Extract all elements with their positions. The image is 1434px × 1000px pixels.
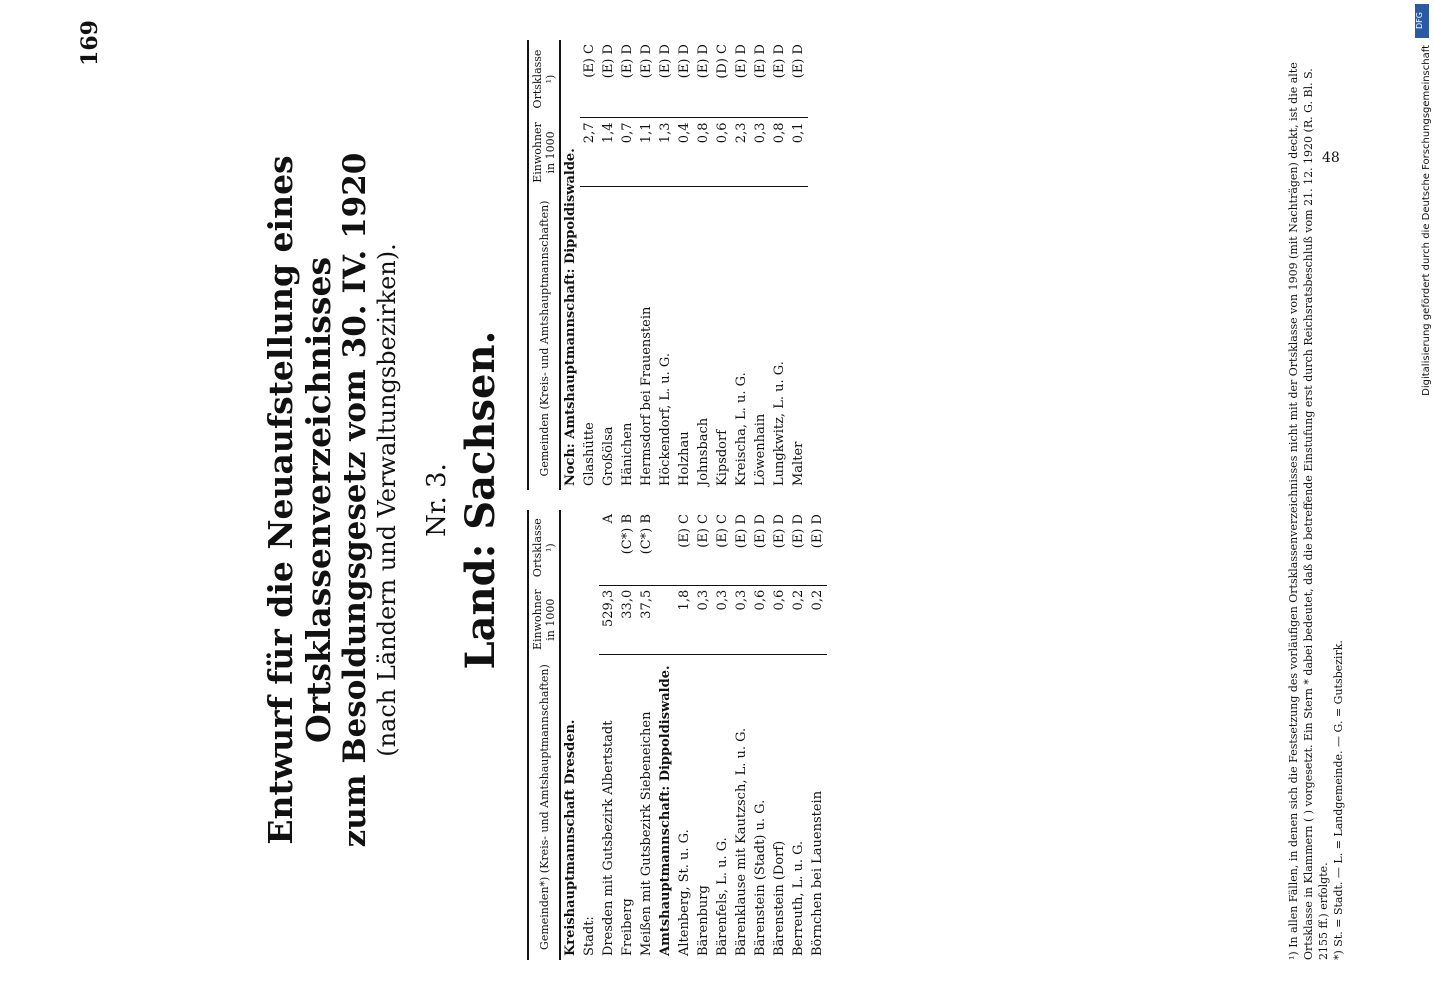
table-row <box>713 510 732 960</box>
row-einwohner: 0,3 <box>732 585 751 654</box>
table-row <box>637 40 656 490</box>
row-name: Bärenstein (Dorf) <box>772 840 787 956</box>
page-title <box>262 120 401 880</box>
table-row <box>751 510 770 960</box>
table-row <box>637 510 656 960</box>
row-name: Hänichen <box>620 422 635 486</box>
table-row <box>580 40 599 490</box>
row-einwohner: 0,6 <box>751 585 770 654</box>
row-einwohner: 37,5 <box>637 585 656 654</box>
row-einwohner: 0,3 <box>713 585 732 654</box>
group-heading: Kreishauptmannschaft Dresden. <box>563 719 578 956</box>
table-row <box>751 40 770 490</box>
row-ortsklasse: (C*) B <box>637 510 656 585</box>
row-ortsklasse: (E) C <box>713 510 732 585</box>
row-einwohner <box>656 585 675 654</box>
row-ortsklasse: (E) D <box>732 40 751 118</box>
row-einwohner: 0,2 <box>789 585 808 654</box>
row-einwohner: 33,0 <box>618 585 637 654</box>
table-row <box>656 510 675 960</box>
row-name: Freiberg <box>620 898 635 956</box>
page-number: 169 <box>77 20 103 66</box>
footnote-1: ¹) In allen Fällen, in denen sich die Festsetzung des vorläufigen Ortsklassenverzeichnisses nicht mit der Ortsklasse von 1909 (mit Nachträgen) deckt, ist die alte Ortsklasse in Klammern ( ) vorgesetzt. Ein Stern * dabei bedeutet, daß die betreffende Einstufung erst durch Reichsratsbeschluß vom 21. 12. 1920 (R. G. Bl. S. 2155 ff.) erfolgte. <box>1287 62 1330 960</box>
row-name: Dresden mit Gutsbezirk Albertstadt <box>601 720 616 956</box>
table-row <box>732 40 751 490</box>
row-ortsklasse: (E) D <box>694 40 713 118</box>
row-einwohner: 0,1 <box>789 118 808 187</box>
col-einwohner: Einwohner in 1000 <box>528 118 560 187</box>
table-row <box>713 40 732 490</box>
row-name: Glashütte <box>582 422 597 486</box>
col-gemeinden: Gemeinden (Kreis- und Amtshauptmannschaften) <box>528 187 560 490</box>
row-einwohner: 1,8 <box>675 585 694 654</box>
row-ortsklasse: (E) D <box>675 40 694 118</box>
table-row <box>599 510 618 960</box>
row-einwohner: 0,2 <box>808 585 827 654</box>
row-name: Altenberg, St. u. G. <box>677 829 692 956</box>
row-einwohner: 1,1 <box>637 118 656 187</box>
row-ortsklasse: (E) D <box>656 40 675 118</box>
row-ortsklasse: (E) D <box>637 40 656 118</box>
table-row <box>694 510 713 960</box>
row-ortsklasse: (E) D <box>599 40 618 118</box>
table-row <box>732 510 751 960</box>
sub-heading: Stadt: <box>582 916 597 956</box>
table-row <box>694 40 713 490</box>
row-ortsklasse: (C*) B <box>618 510 637 585</box>
row-einwohner: 1,4 <box>599 118 618 187</box>
row-einwohner: 0,8 <box>770 118 789 187</box>
col-einwohner: Einwohner in 1000 <box>528 585 560 654</box>
row-name: Bärenfels, L. u. G. <box>715 837 730 956</box>
row-ortsklasse: (E) D <box>618 40 637 118</box>
row-name: Johnsbach <box>696 417 711 486</box>
footnotes <box>1287 40 1346 960</box>
row-name: Malter <box>791 441 806 486</box>
col-gemeinden: Gemeinden*) (Kreis- und Amtshauptmannschaften) <box>528 654 560 960</box>
row-ortsklasse: (E) D <box>732 510 751 585</box>
title-line-2: zum Besoldungsgesetz vom 30. IV. 1920 <box>336 152 373 848</box>
row-einwohner: 1,3 <box>656 118 675 187</box>
row-name: Kipsdorf <box>715 429 730 486</box>
row-name: Meißen mit Gutsbezirk Siebeneichen <box>639 711 654 956</box>
row-name: Großölsa <box>601 426 616 486</box>
row-ortsklasse: (E) D <box>751 40 770 118</box>
row-name: Hermsdorf bei Frauenstein <box>639 306 654 486</box>
row-einwohner: 529,3 <box>599 585 618 654</box>
row-einwohner: 2,3 <box>732 118 751 187</box>
row-ortsklasse: (E) D <box>808 510 827 585</box>
row-ortsklasse: (E) D <box>770 510 789 585</box>
row-ortsklasse: (E) D <box>770 40 789 118</box>
table-row <box>599 40 618 490</box>
row-name: Bärenstein (Stadt) u. G. <box>753 799 768 956</box>
table-row <box>789 510 808 960</box>
col-ortsklasse: Ortsklasse ¹) <box>528 510 560 585</box>
row-name: Holzhau <box>677 431 692 486</box>
row-ortsklasse: (E) C <box>694 510 713 585</box>
row-ortsklasse: (D) C <box>713 40 732 118</box>
rotated-page-content <box>27 0 1407 1000</box>
row-ortsklasse: (E) D <box>789 40 808 118</box>
row-ortsklasse: (E) D <box>751 510 770 585</box>
table-left <box>527 510 827 960</box>
row-ortsklasse: A <box>599 510 618 585</box>
row-name: Börnchen bei Lauenstein <box>810 790 825 956</box>
section-number: Nr. 3. <box>422 463 452 537</box>
table-row <box>770 40 789 490</box>
title-line-3: (nach Ländern und Verwaltungsbezirken). <box>372 243 401 757</box>
table-right <box>527 40 808 490</box>
row-ortsklasse: (E) D <box>789 510 808 585</box>
footnote-2: *) St. = Stadt. — L. = Landgemeinde. — G. = Gutsbezirk. <box>1331 640 1345 960</box>
row-ortsklasse <box>656 510 675 585</box>
row-ortsklasse: (E) C <box>580 40 599 118</box>
table-row <box>808 510 827 960</box>
group-heading: Noch: Amtshauptmannschaft: Dippoldiswalde. <box>563 148 578 486</box>
table-row <box>656 40 675 490</box>
sheet-mark: 48 <box>1322 150 1340 166</box>
row-einwohner: 0,3 <box>694 585 713 654</box>
section-title: Land: Sachsen. <box>457 330 504 670</box>
row-name: Bärenburg <box>696 885 711 956</box>
row-ortsklasse: (E) C <box>675 510 694 585</box>
row-einwohner: 0,4 <box>675 118 694 187</box>
row-einwohner: 2,7 <box>580 118 599 187</box>
table-row <box>789 40 808 490</box>
row-einwohner: 0,8 <box>694 118 713 187</box>
row-einwohner: 0,6 <box>713 118 732 187</box>
digitization-credit: Digitalisierung gefördert durch die Deutsche Forschungsgemeinschaft <box>1421 45 1432 396</box>
table-row <box>675 510 694 960</box>
col-ortsklasse: Ortsklasse ¹) <box>528 40 560 118</box>
row-name: Berreuth, L. u. G. <box>791 840 806 956</box>
row-einwohner: 0,3 <box>751 118 770 187</box>
row-einwohner: 0,7 <box>618 118 637 187</box>
row-name: Amtshauptmannschaft: Dippoldiswalde. <box>658 665 673 956</box>
title-line-1: Entwurf für die Neuaufstellung eines Ortsklassenverzeichnisses <box>261 155 338 845</box>
row-einwohner: 0,6 <box>770 585 789 654</box>
row-name: Löwenhain <box>753 413 768 486</box>
table-row <box>770 510 789 960</box>
row-name: Kreischa, L. u. G. <box>734 372 749 486</box>
dfg-logo: DFG <box>1415 4 1429 38</box>
row-name: Bärenklause mit Kautzsch, L. u. G. <box>734 727 749 956</box>
table-row <box>618 510 637 960</box>
table-row <box>618 40 637 490</box>
row-name: Lungkwitz, L. u. G. <box>772 361 787 486</box>
row-name: Höckendorf, L. u. G. <box>658 353 673 486</box>
table-row <box>675 40 694 490</box>
